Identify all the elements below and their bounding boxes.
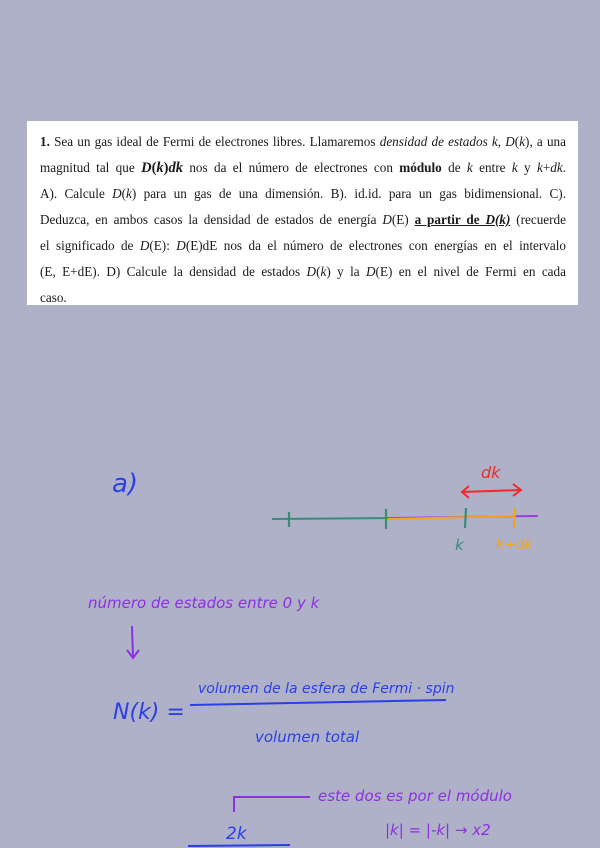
text-run: ) y la	[326, 264, 367, 279]
text-run: ,	[497, 134, 506, 149]
text-run: D	[141, 160, 152, 176]
text-run: k	[511, 160, 518, 175]
text-run: nos da el número de electrones con	[183, 160, 400, 175]
text-run: D	[366, 264, 376, 279]
n-of-k: N(k) =	[113, 700, 185, 725]
text-run: k	[126, 186, 132, 201]
fraction-numerator: volumen de la esfera de Fermi · spin	[198, 681, 455, 697]
text-run: el significado de	[40, 238, 140, 253]
text-run: D	[112, 186, 122, 201]
text-run: a partir de	[414, 212, 486, 227]
text-run: +	[542, 160, 551, 175]
text-run: (E)dE nos da el número de electrones con energías en el intervalo	[185, 238, 566, 253]
text-run: .	[562, 160, 566, 175]
text-run: de	[441, 160, 467, 175]
text-run: (	[316, 264, 321, 279]
text-run: A). Calcule	[40, 186, 113, 201]
modulus-note: este dos es por el módulo	[318, 787, 512, 805]
text-run: densidad de estados k	[379, 134, 498, 149]
text-run: k	[519, 134, 526, 149]
text-run: (recuerde	[510, 212, 566, 227]
text-run: D	[176, 238, 186, 253]
states-note: número de estados entre 0 y k	[88, 594, 320, 612]
text-run: (E)	[391, 212, 415, 227]
text-run: módulo	[399, 160, 442, 175]
partial-fraction-bar	[188, 845, 290, 846]
text-run: ) para un gas de una dimensión. B). id.id. para un gas bidimensional. C).	[131, 186, 566, 201]
dk-arrow	[462, 484, 521, 498]
text-run: D(k)	[485, 212, 511, 227]
text-run: caso.	[40, 290, 67, 305]
modulus-equation: |k| = |-k| → x2	[385, 821, 491, 839]
text-run: D	[382, 212, 392, 227]
part-a-label: a)	[112, 469, 139, 499]
text-run: k	[536, 160, 543, 175]
text-run: Deduzca, en ambos casos la densidad de estados de energía	[40, 212, 383, 227]
text-run: (E) en el nivel de Fermi en cada	[375, 264, 566, 279]
text-run: k	[320, 264, 327, 279]
text-run: entre	[472, 160, 512, 175]
text-run: 1.	[40, 134, 50, 149]
text-run: D	[139, 238, 150, 253]
text-run: magnitud tal que	[40, 160, 142, 175]
fraction-bar	[190, 700, 446, 705]
text-run: D	[306, 264, 317, 279]
text-run: y	[517, 160, 537, 175]
text-run: (E):	[149, 238, 177, 253]
text-run: ), a una	[525, 134, 566, 149]
text-run: )	[163, 160, 169, 176]
down-arrow	[127, 626, 139, 658]
k-plus-dk-label: k+dk	[496, 537, 533, 553]
text-run: k	[156, 160, 164, 176]
text-run: dk	[550, 160, 563, 175]
fraction-denominator: volumen total	[255, 728, 360, 746]
text-run: (	[514, 134, 520, 149]
modulus-pointer	[234, 797, 310, 812]
dk-label: dk	[481, 463, 501, 482]
two-k: 2k	[226, 824, 247, 844]
k-axis-sketch	[272, 508, 538, 529]
k-label: k	[455, 536, 464, 554]
text-run: Sea un gas ideal de Fermi de electrones libres. Llamaremos	[49, 134, 380, 149]
text-run: (E, E+dE). D) Calcule la densidad de estados	[40, 264, 307, 279]
text-run: (	[151, 160, 157, 176]
text-run: (	[121, 186, 127, 201]
text-run: dk	[168, 160, 183, 176]
text-run: k	[466, 160, 473, 175]
text-run: D	[505, 134, 515, 149]
